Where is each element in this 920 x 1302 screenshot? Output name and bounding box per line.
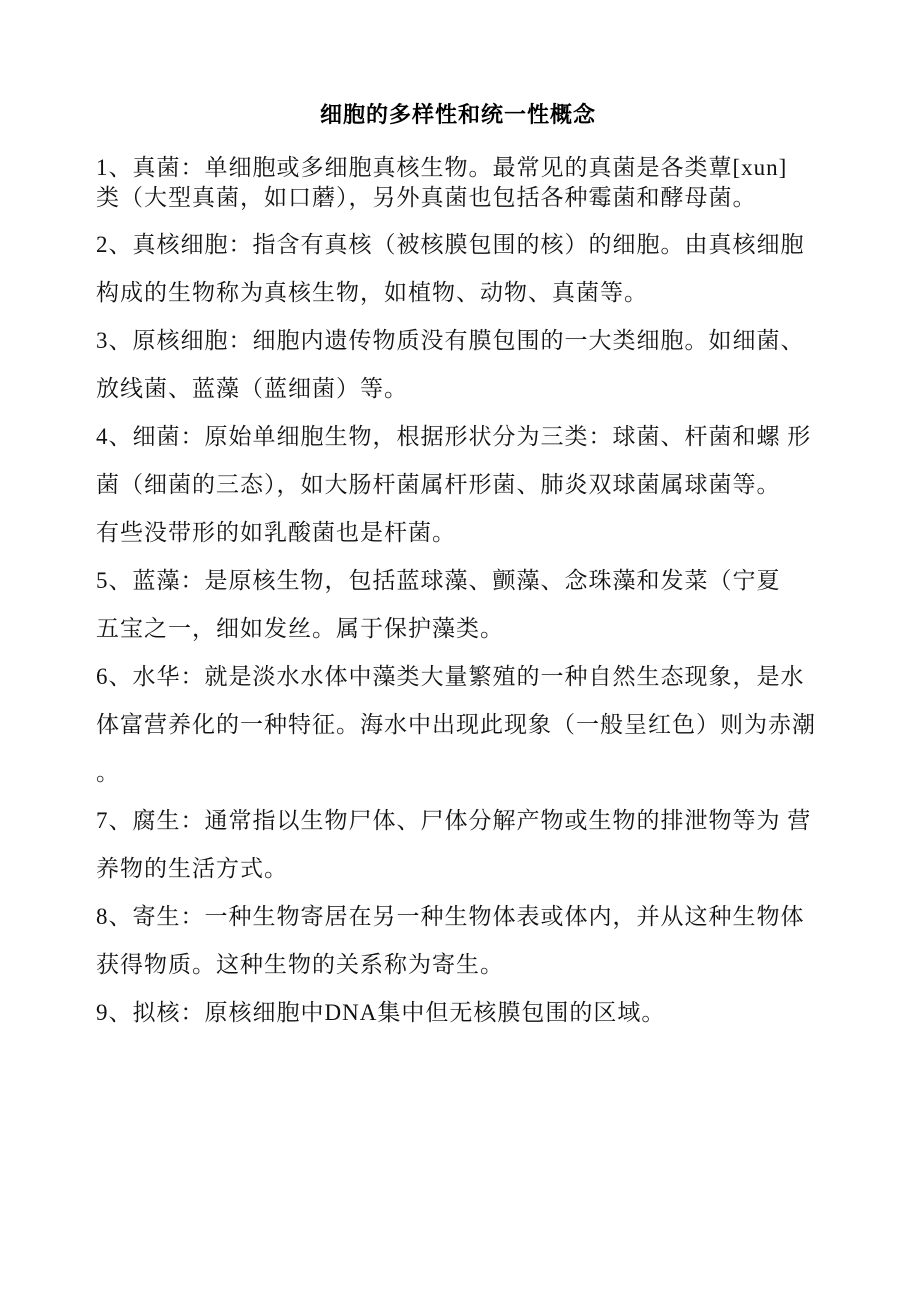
- paragraph-3-prokaryotic-cell: [96, 317, 820, 413]
- text-line: 获得物质。这种生物的关系称为寄生。: [96, 952, 504, 977]
- text-line: 体富营养化的一种特征。海水中出现此现象（一般呈红色）则为赤潮: [96, 712, 816, 737]
- text-line: 五宝之一，细如发丝。属于保护藻类。: [96, 616, 504, 641]
- paragraph-2-eukaryotic-cell: [96, 221, 820, 317]
- text-line: 6、水华：就是淡水水体中藻类大量繁殖的一种自然生态现象，是水: [96, 664, 805, 689]
- text-line: 类（大型真菌，如口蘑），另外真菌也包括各种霉菌和酵母菌。: [96, 185, 757, 210]
- text-line: 。: [96, 760, 120, 785]
- text-line: 8、寄生：一种生物寄居在另一种生物体表或体内，并从这种生物体: [96, 904, 805, 929]
- text-line: 7、腐生：通常指以生物尸体、尸体分解产物或生物的排泄物等为 营: [96, 808, 812, 833]
- text-line: 3、原核细胞：细胞内遗传物质没有膜包围的一大类细胞。如细菌、: [96, 328, 805, 353]
- text-line: 2、真核细胞：指含有真核（被核膜包围的核）的细胞。由真核细胞: [96, 232, 805, 257]
- text-line: 有些没带形的如乳酸菌也是杆菌。: [96, 520, 456, 545]
- paragraph-9-nucleoid: [96, 989, 820, 1037]
- text-line: 1、真菌：单细胞或多细胞真核生物。最常见的真菌是各类蕈[xun]: [96, 155, 788, 180]
- paragraph-1-fungi: [96, 153, 820, 213]
- text-line: 构成的生物称为真核生物，如植物、动物、真菌等。: [96, 280, 648, 305]
- paragraph-5-cyanobacteria: [96, 557, 820, 653]
- paragraph-4-bacteria: [96, 413, 820, 557]
- text-line: 放线菌、蓝藻（蓝细菌）等。: [96, 376, 408, 401]
- text-line: 4、细菌：原始单细胞生物，根据形状分为三类：球菌、杆菌和螺 形: [96, 424, 812, 449]
- paragraph-7-saprophytic: [96, 797, 820, 893]
- paragraph-8-parasitic: [96, 893, 820, 989]
- text-line: 菌（细菌的三态），如大肠杆菌属杆形菌、肺炎双球菌属球菌等。: [96, 472, 781, 497]
- text-line: 养物的生活方式。: [96, 856, 288, 881]
- document-title: 细胞的多样性和统一性概念: [319, 102, 596, 127]
- text-line: 5、蓝藻：是原核生物，包括蓝球藻、颤藻、念珠藻和发菜（宁夏: [96, 568, 781, 593]
- text-line: 9、拟核：原核细胞中DNA集中但无核膜包围的区域。: [96, 1000, 666, 1025]
- paragraph-6-water-bloom: [96, 653, 820, 797]
